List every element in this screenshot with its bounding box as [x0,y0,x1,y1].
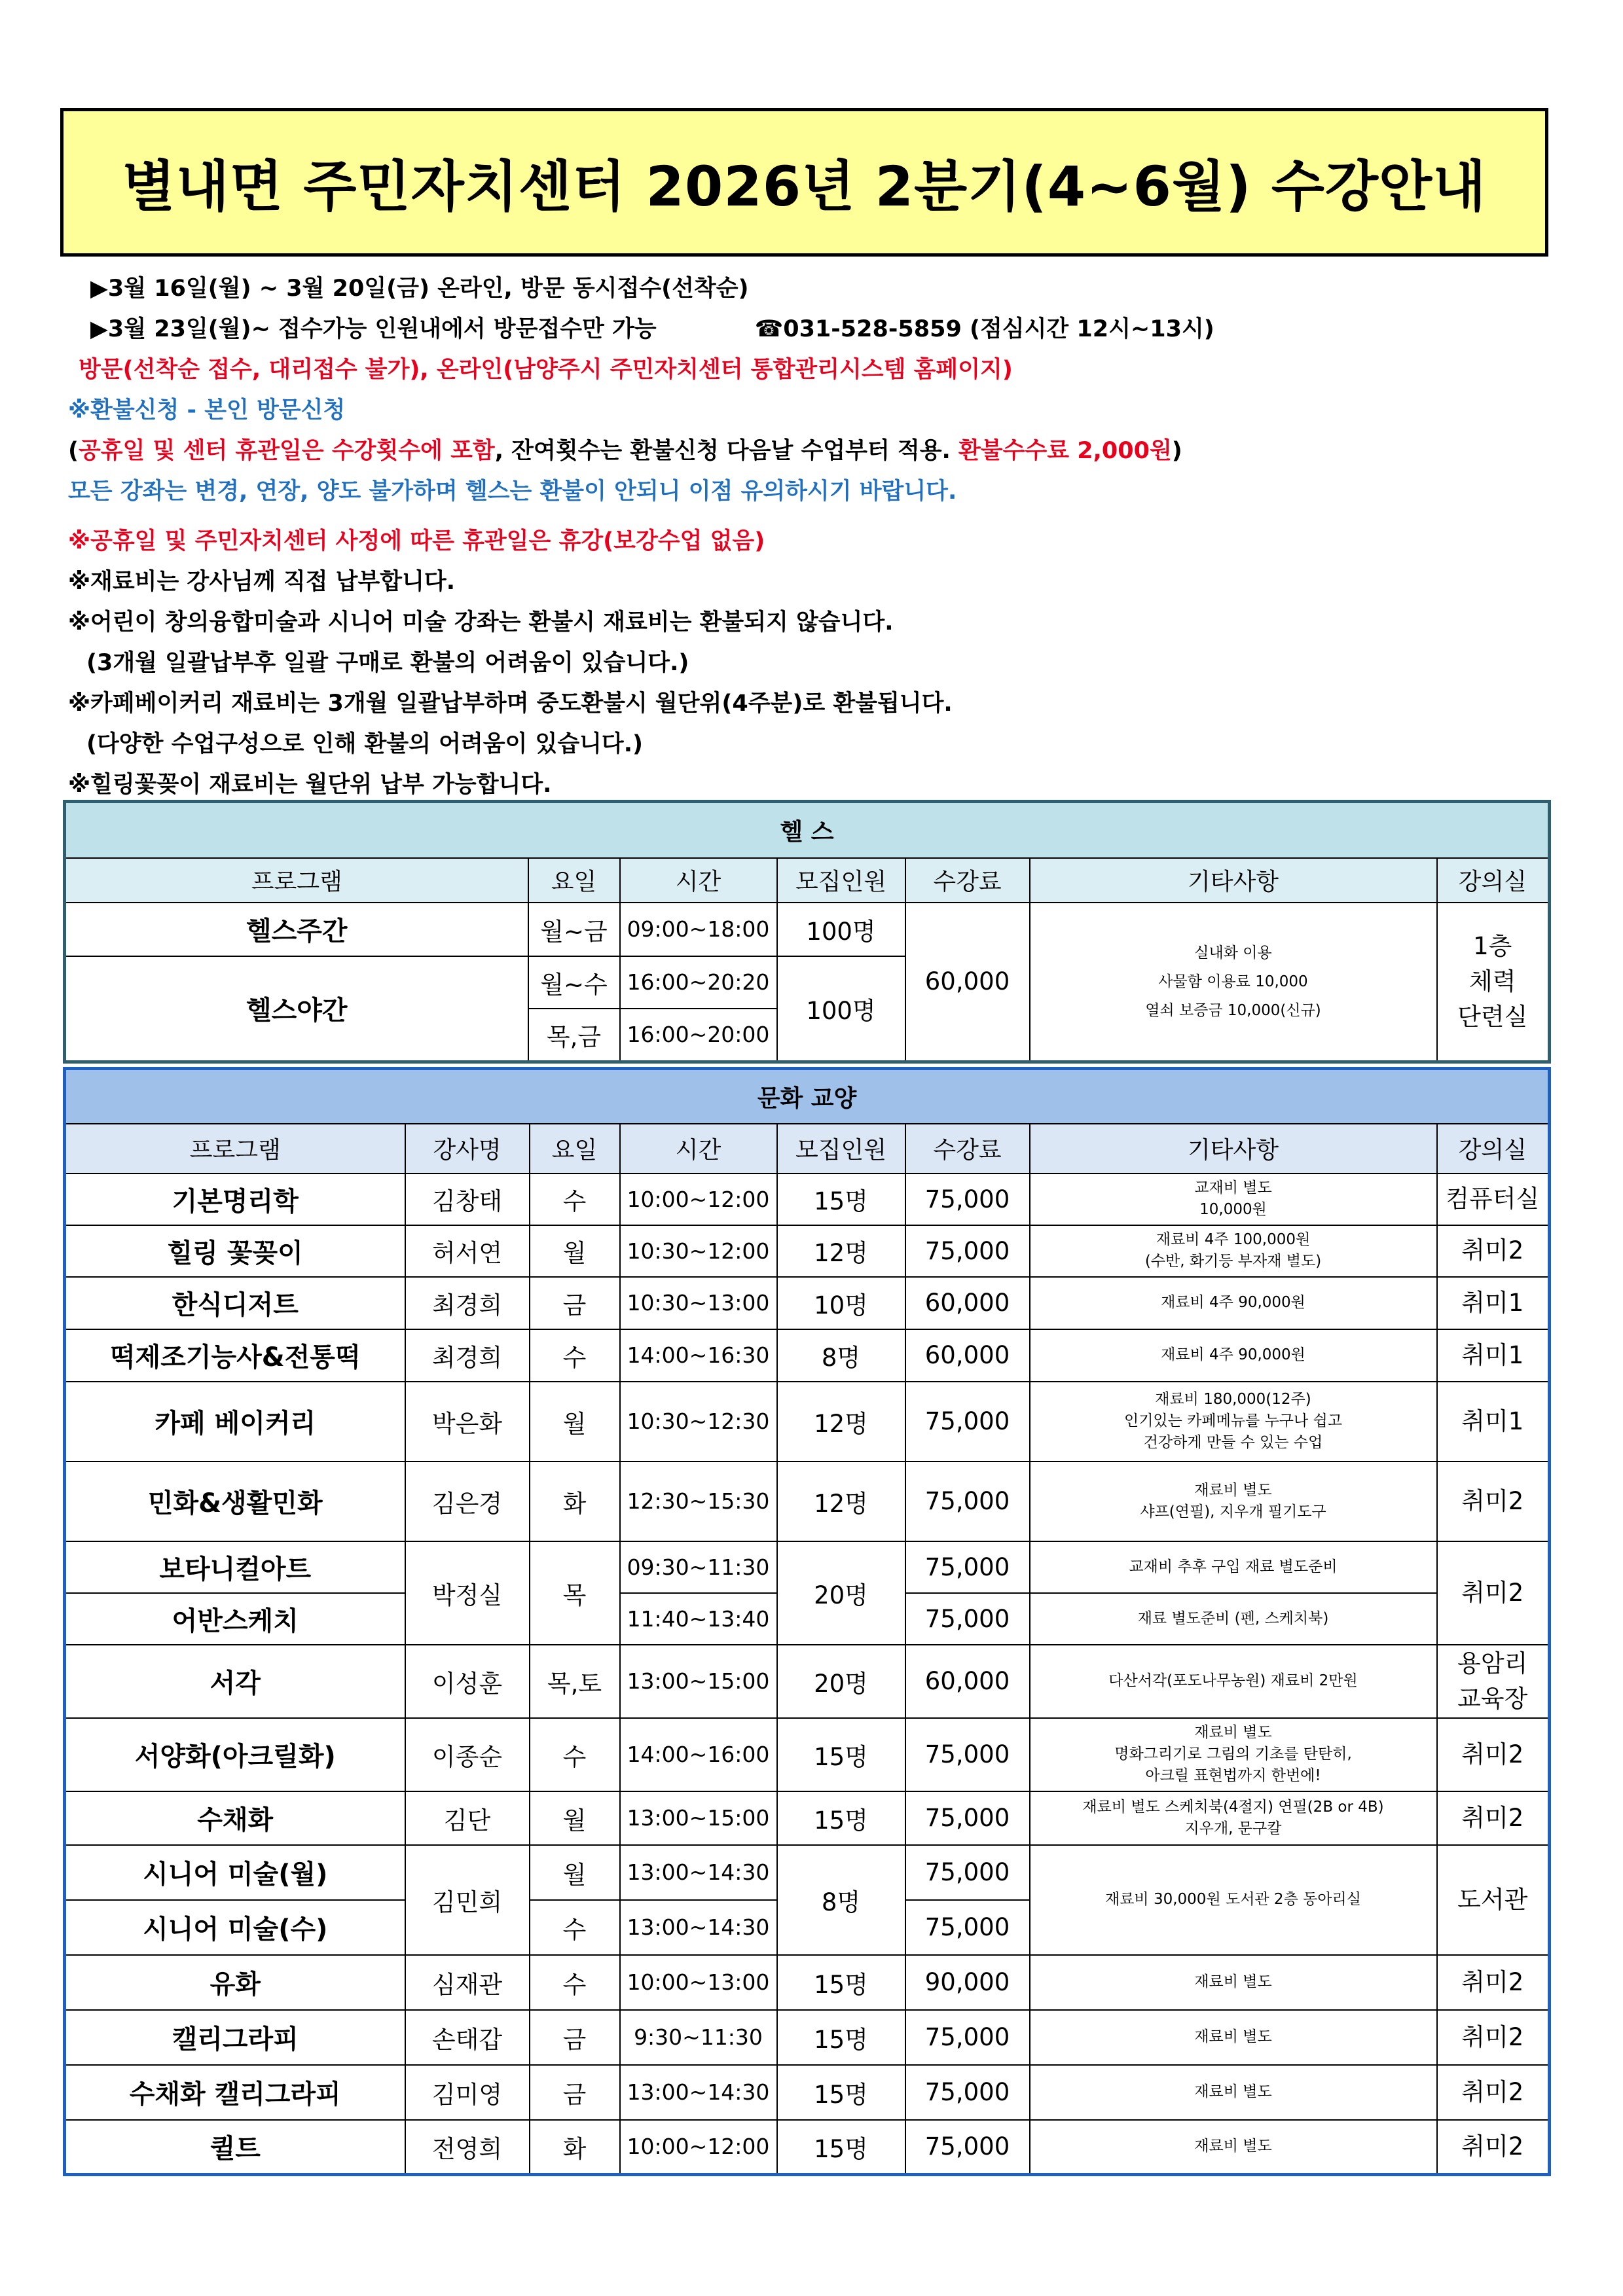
notice-line: 방문(선착순 접수, 대리접수 불가), 온라인(남양주시 주민자치센터 통합관리시스템 홈페이지) [79,357,1013,383]
program-name: 떡제조기능사&전통떡 [65,1329,405,1382]
fee-cell: 75,000 [905,1462,1030,1541]
capacity-cell: 15명 [777,2010,905,2065]
table-row [65,1174,1550,1225]
fee-cell: 75,000 [905,1174,1030,1225]
notice-text-red: 공휴일 및 센터 휴관일은 수강횟수에 포함 [79,438,495,464]
teacher-cell: 김미영 [405,2065,530,2120]
room-line: 교육장 [1457,1684,1528,1713]
program-name: 퀼트 [65,2120,405,2175]
program-name: 캘리그라피 [65,2010,405,2065]
notice-line [68,431,1535,471]
table-row [65,903,1550,956]
day-cell: 목,토 [530,1645,620,1718]
program-name: 시니어 미술(수) [65,1900,405,1955]
day-cell: 화 [530,1462,620,1541]
time-cell: 10:00~12:00 [620,1174,777,1225]
col-header: 기타사항 [1030,858,1437,903]
etc-line: 재료비 4주 100,000원 [1156,1231,1311,1248]
teacher-cell: 심재관 [405,1955,530,2010]
day-cell: 월 [530,1845,620,1900]
program-name: 민화&생활민화 [65,1462,405,1541]
capacity-cell: 15명 [777,2120,905,2175]
program-name: 서양화(아크릴화) [65,1718,405,1791]
col-header: 모집인원 [777,858,905,903]
etc-line: 재료비 4주 90,000원 [1161,1346,1305,1363]
table-row [65,1277,1550,1329]
capacity-cell: 12명 [777,1225,905,1277]
etc-line: 재료비 180,000(12주) [1155,1391,1311,1408]
refund-title: ※환불신청 - 본인 방문신청 [68,397,346,423]
room-cell: 취미2 [1437,1791,1550,1845]
teacher-cell: 손태갑 [405,2010,530,2065]
col-header: 강의실 [1437,858,1550,903]
program-name: 헬스주간 [65,903,528,956]
etc-cell: 재료 별도준비 (펜, 스케치북) [1030,1593,1437,1645]
time-cell: 09:30~11:30 [620,1541,777,1593]
etc-line: 실내화 이용 [1194,944,1272,961]
day-cell: 수 [530,1174,620,1225]
etc-cell: 재료비 별도 [1030,2065,1437,2120]
teacher-cell: 허서연 [405,1225,530,1277]
table-row [65,1845,1550,1900]
notice-line: ※공휴일 및 주민자치센터 사정에 따른 휴관일은 휴강(보강수업 없음) [68,528,765,554]
notice-line: 모든 강좌는 변경, 연장, 양도 불가하며 헬스는 환불이 안되니 이점 유의하시기 바랍니다. [68,478,957,505]
notice-line: ※카페베이커리 재료비는 3개월 일괄납부하며 중도환불시 월단위(4주분)로 환불됩니다. [68,691,953,717]
fee-cell: 60,000 [905,1277,1030,1329]
program-name: 보타니컬아트 [65,1541,405,1593]
program-name: 힐링 꽃꽂이 [65,1225,405,1277]
room-cell: 취미2 [1437,1541,1550,1645]
col-header: 요일 [528,858,620,903]
fee-cell: 60,000 [905,1645,1030,1718]
program-name: 수채화 [65,1791,405,1845]
room-cell: 취미2 [1437,1462,1550,1541]
col-header: 모집인원 [777,1124,905,1174]
col-header: 기타사항 [1030,1124,1437,1174]
day-cell: 월 [530,1225,620,1277]
room-cell: 취미2 [1437,2065,1550,2120]
etc-cell [1030,1462,1437,1541]
program-name: 어반스케치 [65,1593,405,1645]
program-name: 서각 [65,1645,405,1718]
table-row [65,1718,1550,1791]
table-row [65,2010,1550,2065]
etc-line: 재료비 별도 [1194,1724,1272,1741]
room-line: 단련실 [1457,1002,1528,1031]
room-line: 1층 [1473,931,1512,960]
etc-line: 10,000원 [1199,1201,1267,1218]
table-row [65,1955,1550,2010]
culture-table [63,1067,1551,2176]
etc-line: 교재비 별도 [1194,1179,1272,1196]
table-row [65,1541,1550,1593]
fee-cell: 75,000 [905,1718,1030,1791]
day-cell: 수 [530,1900,620,1955]
notice-line: ※어린이 창의융합미술과 시니어 미술 강좌는 환불시 재료비는 환불되지 않습니다. [68,609,894,636]
col-header: 시간 [620,858,777,903]
etc-cell [1030,1382,1437,1462]
program-name: 기본명리학 [65,1174,405,1225]
etc-line: 사물함 이용료 10,000 [1158,973,1308,990]
fee-cell: 75,000 [905,1791,1030,1845]
capacity-cell: 12명 [777,1462,905,1541]
col-header: 강사명 [405,1124,530,1174]
etc-cell: 재료비 별도 [1030,2010,1437,2065]
time-cell: 14:00~16:00 [620,1718,777,1791]
etc-cell [1030,1718,1437,1791]
teacher-cell: 김민희 [405,1845,530,1955]
time-cell: 09:00~18:00 [620,903,777,956]
notice-line [68,309,1535,350]
room-cell: 취미2 [1437,2010,1550,2065]
etc-cell [1030,1277,1437,1329]
notice-line: ※재료비는 강사님께 직접 납부합니다. [68,569,456,595]
notice-line: (다양한 수업구성으로 인해 환불의 어려움이 있습니다.) [86,731,644,757]
time-cell: 16:00~20:20 [620,956,777,1009]
fee-cell: 75,000 [905,1541,1030,1593]
notice-line: (3개월 일괄납부후 일괄 구매로 환불의 어려움이 있습니다.) [86,650,689,676]
etc-line: 명화그리기로 그림의 기초를 탄탄히, [1114,1746,1352,1763]
notice-text: , 잔여횟수는 환불신청 다음날 수업부터 적용. [494,438,958,464]
fee-cell: 75,000 [905,2010,1030,2065]
capacity-cell: 15명 [777,1955,905,2010]
time-cell: 11:40~13:40 [620,1593,777,1645]
time-cell: 10:30~12:00 [620,1225,777,1277]
room-cell: 취미2 [1437,2120,1550,2175]
day-cell: 월~금 [528,903,620,956]
etc-line: 건강하게 만들 수 있는 수업 [1143,1434,1323,1451]
title-box [60,108,1548,257]
teacher-cell: 박은화 [405,1382,530,1462]
capacity-cell: 15명 [777,1718,905,1791]
day-cell: 수 [530,1329,620,1382]
capacity-cell: 15명 [777,1174,905,1225]
notice-line: ※힐링꽃꽂이 재료비는 월단위 납부 가능합니다. [68,772,552,798]
room-cell: 컴퓨터실 [1437,1174,1550,1225]
etc-line: 인기있는 카페메뉴를 누구나 쉽고 [1124,1412,1342,1429]
teacher-cell: 최경희 [405,1329,530,1382]
capacity-cell: 15명 [777,2065,905,2120]
fee-cell: 75,000 [905,1845,1030,1900]
table-row [65,1462,1550,1541]
fee-cell: 75,000 [905,1382,1030,1462]
etc-cell [1030,1791,1437,1845]
teacher-cell: 최경희 [405,1277,530,1329]
notice-line: ▶3월 16일(월) ~ 3월 20일(금) 온라인, 방문 동시접수(선착순) [90,276,749,302]
notice-text: ▶3월 23일(월)~ 접수가능 인원내에서 방문접수만 가능 [90,316,657,342]
fee-cell: 75,000 [905,2065,1030,2120]
room-cell [1437,903,1550,1062]
program-name: 카페 베이커리 [65,1382,405,1462]
program-name: 헬스야간 [65,956,528,1062]
teacher-cell: 이성훈 [405,1645,530,1718]
health-header: 헬 스 [65,802,1550,858]
day-cell: 금 [530,1277,620,1329]
table-row [65,1225,1550,1277]
etc-line: 재료비 별도 스케치북(4절지) 연필(2B or 4B) [1082,1798,1384,1816]
room-cell: 취미2 [1437,1955,1550,2010]
capacity-cell: 12명 [777,1382,905,1462]
capacity-cell: 10명 [777,1277,905,1329]
table-row [65,1329,1550,1382]
room-cell: 취미1 [1437,1382,1550,1462]
fee-cell: 75,000 [905,1593,1030,1645]
room-cell: 취미2 [1437,1718,1550,1791]
time-cell: 13:00~15:00 [620,1645,777,1718]
table-row [65,1382,1550,1462]
etc-cell [1030,1329,1437,1382]
fee-cell: 90,000 [905,1955,1030,2010]
phone-text: ☎031-528-5859 (점심시간 12시~13시) [754,316,1214,342]
etc-cell: 재료비 별도 [1030,1955,1437,2010]
day-cell: 월 [530,1791,620,1845]
fee-text: 환불수수료 2,000원 [958,438,1172,464]
time-cell: 13:00~14:30 [620,1900,777,1955]
etc-cell [1030,903,1437,1062]
etc-line: 재료비 별도 [1194,1481,1272,1499]
fee-cell: 75,000 [905,2120,1030,2175]
time-cell: 13:00~15:00 [620,1791,777,1845]
etc-line: 아크릴 표현법까지 한번에! [1145,1767,1321,1784]
etc-cell [1030,1174,1437,1225]
etc-line: 열쇠 보증금 10,000(신규) [1145,1001,1321,1019]
day-cell: 금 [530,2010,620,2065]
capacity-cell: 8명 [777,1845,905,1955]
notice-section [68,268,1535,805]
time-cell: 13:00~14:30 [620,2065,777,2120]
time-cell: 9:30~11:30 [620,2010,777,2065]
room-cell: 도서관 [1437,1845,1550,1955]
teacher-cell: 전영희 [405,2120,530,2175]
day-cell: 금 [530,2065,620,2120]
col-header: 강의실 [1437,1124,1550,1174]
teacher-cell: 이종순 [405,1718,530,1791]
time-cell: 14:00~16:30 [620,1329,777,1382]
day-cell: 수 [530,1718,620,1791]
capacity-cell: 15명 [777,1791,905,1845]
col-header: 시간 [620,1124,777,1174]
program-name: 한식디저트 [65,1277,405,1329]
health-table [63,800,1551,1064]
room-cell: 취미2 [1437,1225,1550,1277]
fee-cell: 60,000 [905,1329,1030,1382]
program-name: 유화 [65,1955,405,2010]
table-row [65,1791,1550,1845]
etc-line: 지우개, 문구칼 [1184,1820,1282,1837]
col-header: 수강료 [905,1124,1030,1174]
col-header: 수강료 [905,858,1030,903]
time-cell: 16:00~20:00 [620,1009,777,1062]
col-header: 프로그램 [65,1124,405,1174]
teacher-cell: 박정실 [405,1541,530,1645]
etc-cell [1030,1225,1437,1277]
col-header: 요일 [530,1124,620,1174]
time-cell: 10:30~13:00 [620,1277,777,1329]
table-row [65,2120,1550,2175]
teacher-cell: 김창태 [405,1174,530,1225]
day-cell: 수 [530,1955,620,2010]
etc-cell: 재료비 30,000원 도서관 2층 동아리실 [1030,1845,1437,1955]
time-cell: 10:00~12:00 [620,2120,777,2175]
capacity-cell: 20명 [777,1645,905,1718]
day-cell: 월~수 [528,956,620,1009]
paren: ( [68,438,79,464]
paren: ) [1171,438,1182,464]
fee-cell: 75,000 [905,1225,1030,1277]
etc-cell: 재료비 별도 [1030,2120,1437,2175]
capacity-cell: 20명 [777,1541,905,1645]
capacity-cell: 100명 [777,903,905,956]
room-line: 용암리 [1457,1649,1528,1677]
day-cell: 화 [530,2120,620,2175]
time-cell: 10:30~12:30 [620,1382,777,1462]
time-cell: 10:00~13:00 [620,1955,777,2010]
day-cell: 월 [530,1382,620,1462]
program-name: 시니어 미술(월) [65,1845,405,1900]
room-cell: 취미1 [1437,1277,1550,1329]
teacher-cell: 김단 [405,1791,530,1845]
etc-cell: 다산서각(포도나무농원) 재료비 2만원 [1030,1645,1437,1718]
etc-cell: 교재비 추후 구입 재료 별도준비 [1030,1541,1437,1593]
capacity-cell: 100명 [777,956,905,1062]
day-cell: 목 [530,1541,620,1645]
room-line: 체력 [1469,967,1516,996]
time-cell: 13:00~14:30 [620,1845,777,1900]
culture-header: 문화 교양 [65,1069,1550,1124]
fee-cell: 60,000 [905,903,1030,1062]
capacity-cell: 8명 [777,1329,905,1382]
etc-line: (수반, 화기등 부자재 별도) [1144,1253,1322,1270]
room-cell: 취미1 [1437,1329,1550,1382]
fee-cell: 75,000 [905,1900,1030,1955]
table-row [65,1645,1550,1718]
day-cell: 목,금 [528,1009,620,1062]
etc-line: 샤프(연필), 지우개 필기도구 [1140,1503,1326,1520]
program-name: 수채화 캘리그라피 [65,2065,405,2120]
time-cell: 12:30~15:30 [620,1462,777,1541]
page-title: 별내면 주민자치센터 2026년 2분기(4~6월) 수강안내 [122,154,1487,219]
room-cell [1437,1645,1550,1718]
table-row [65,2065,1550,2120]
teacher-cell: 김은경 [405,1462,530,1541]
etc-line: 재료비 4주 90,000원 [1161,1294,1305,1311]
col-header: 프로그램 [65,858,528,903]
